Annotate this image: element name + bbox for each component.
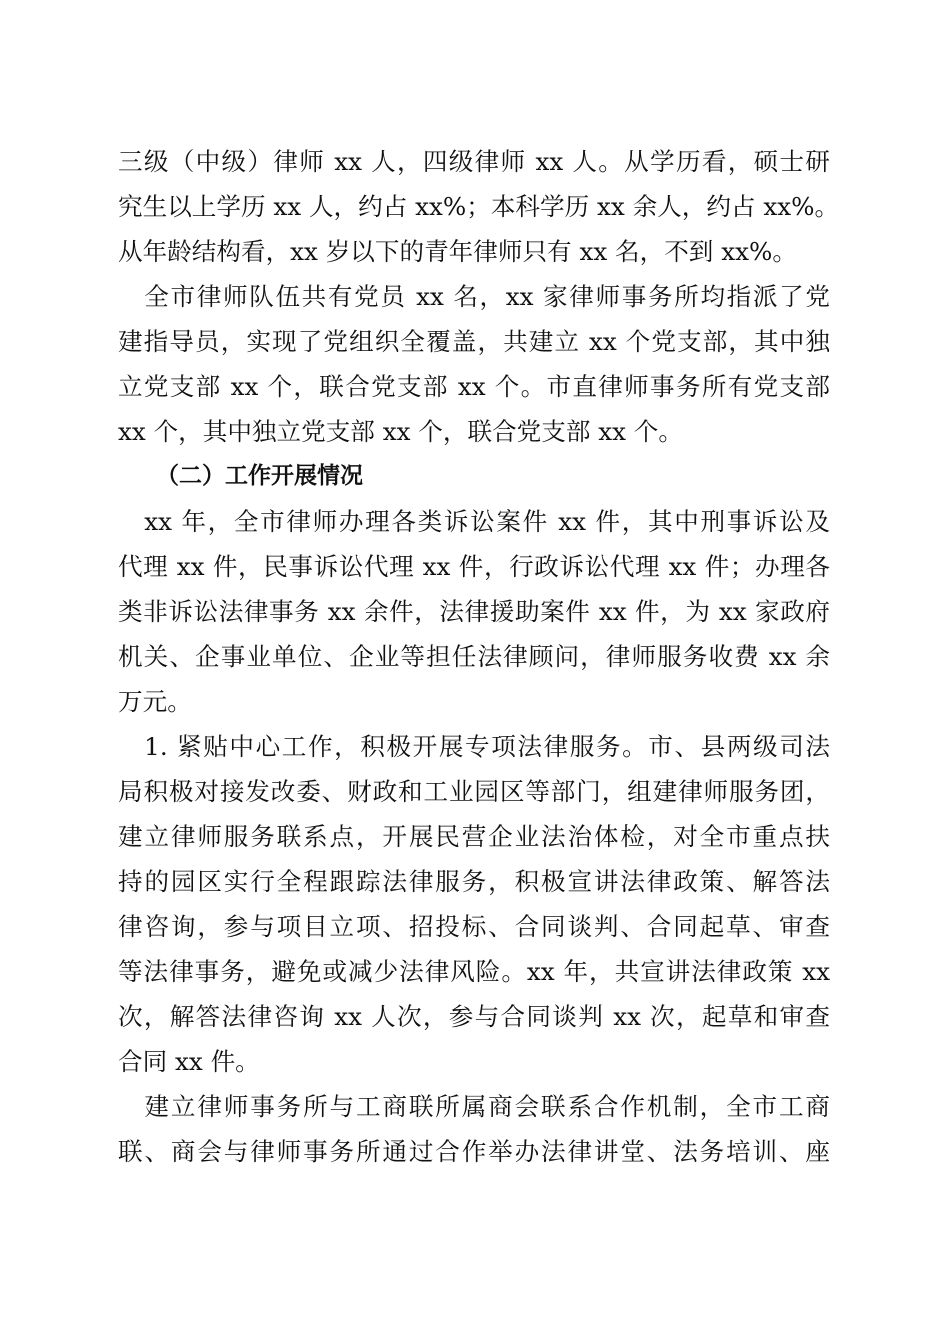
text-line: 三级（中级）律师 xx 人，四级律师 xx 人。从学历看，硕士研 bbox=[118, 147, 830, 176]
text-line: 代理 xx 件，民事诉讼代理 xx 件，行政诉讼代理 xx 件；办理各 bbox=[118, 552, 830, 581]
text-line: xx 个，其中独立党支部 xx 个，联合党支部 xx 个。 bbox=[118, 417, 683, 446]
text-line: 合同 xx 件。 bbox=[118, 1047, 260, 1076]
text-line: 机关、企事业单位、企业等担任法律顾问，律师服务收费 xx 余 bbox=[118, 642, 830, 671]
text-line: 联、商会与律师事务所通过合作举办法律讲堂、法务培训、座 bbox=[118, 1137, 830, 1166]
paragraph-chamber-cooperation bbox=[118, 1084, 830, 1174]
paragraph-party-members bbox=[118, 274, 830, 454]
text-line: 律咨询，参与项目立项、招投标、合同谈判、合同起草、审查 bbox=[118, 912, 830, 941]
document-body bbox=[118, 139, 840, 1174]
paragraph-work-overview bbox=[118, 499, 830, 724]
text-line: 立党支部 xx 个，联合党支部 xx 个。市直律师事务所有党支部 bbox=[118, 372, 830, 401]
text-line: 持的园区实行全程跟踪法律服务，积极宣讲法律政策、解答法 bbox=[118, 867, 830, 896]
section-heading: （二）工作开展情况 bbox=[156, 463, 363, 489]
text-line: 从年龄结构看，xx 岁以下的青年律师只有 xx 名，不到 xx%。 bbox=[118, 237, 797, 266]
text-line: 类非诉讼法律事务 xx 余件，法律援助案件 xx 件，为 xx 家政府 bbox=[118, 597, 830, 626]
paragraph-education-age bbox=[118, 139, 840, 274]
text-line: 究生以上学历 xx 人，约占 xx%；本科学历 xx 余人，约占 xx%。 bbox=[118, 192, 840, 221]
text-line: 建立律师事务所与工商联所属商会联系合作机制，全市工商 bbox=[118, 1092, 830, 1121]
paragraph-special-legal-services bbox=[118, 724, 830, 1084]
text-line: 全市律师队伍共有党员 xx 名，xx 家律师事务所均指派了党 bbox=[118, 282, 830, 311]
text-line: 次，解答法律咨询 xx 人次，参与合同谈判 xx 次，起草和审查 bbox=[118, 1002, 830, 1031]
text-line: 建立律师服务联系点，开展民营企业法治体检，对全市重点扶 bbox=[118, 822, 830, 851]
text-line: xx 年，全市律师办理各类诉讼案件 xx 件，其中刑事诉讼及 bbox=[118, 507, 830, 536]
text-line: 等法律事务，避免或减少法律风险。xx 年，共宣讲法律政策 xx bbox=[118, 957, 830, 986]
text-line: 1. 紧贴中心工作，积极开展专项法律服务。市、县两级司法 bbox=[118, 732, 830, 761]
text-line: 局积极对接发改委、财政和工业园区等部门，组建律师服务团， bbox=[118, 777, 830, 806]
text-line: 万元。 bbox=[118, 687, 192, 716]
text-line: 建指导员，实现了党组织全覆盖，共建立 xx 个党支部，其中独 bbox=[118, 327, 830, 356]
